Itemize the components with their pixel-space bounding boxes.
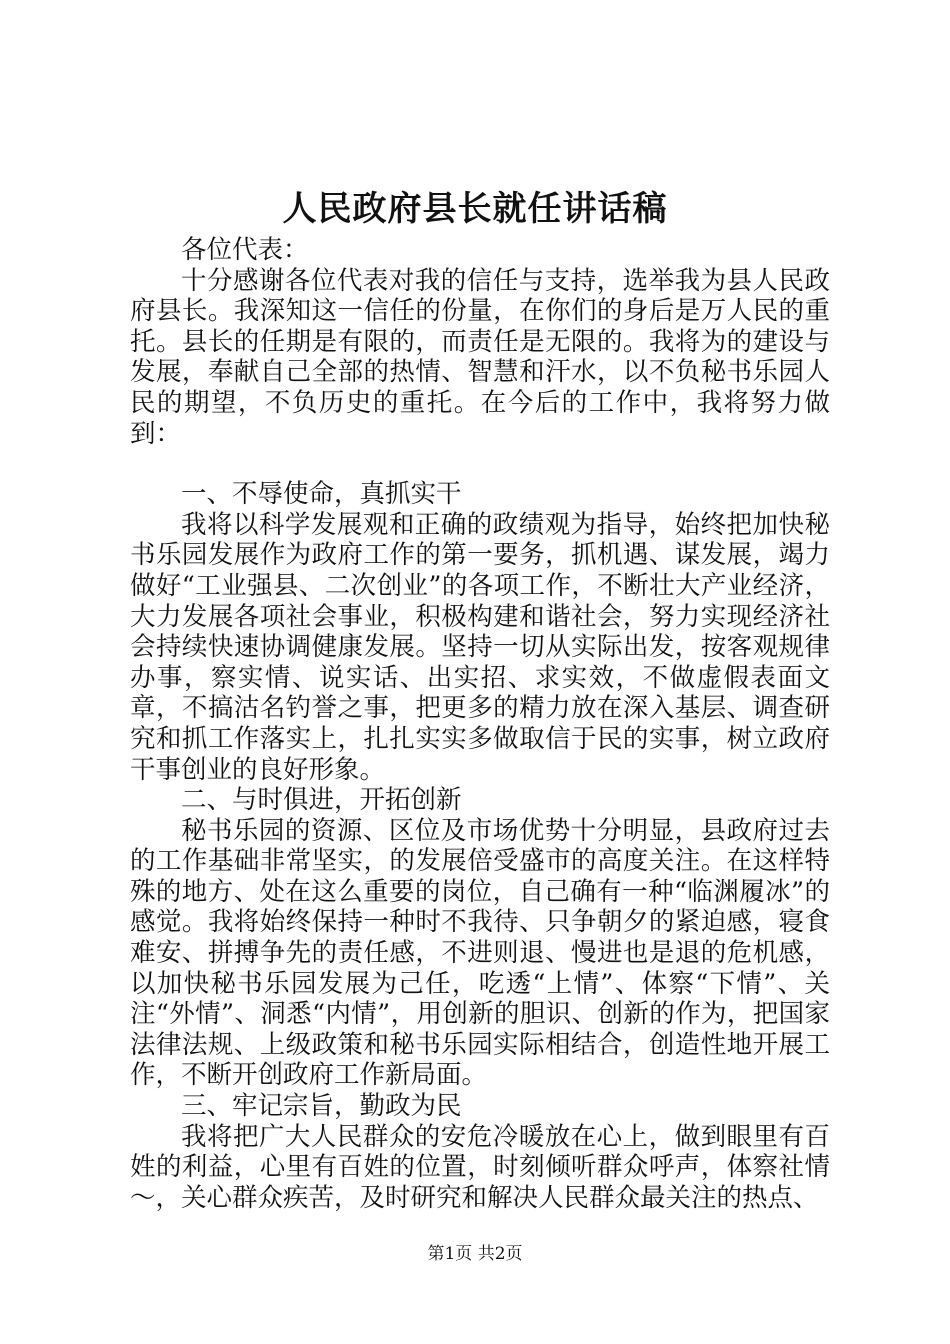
- page-number: 第1页 共2页: [427, 1244, 523, 1264]
- section-3-paragraph: 我将把广大人民群众的安危冷暖放在心上，做到眼里有百姓的利益，心里有百姓的位置，时刻倾听群众呼声，体察社情～，关心群众疾苦，及时研究和解决人民群众最关注的热点、: [130, 1121, 830, 1213]
- document-title: 人民政府县长就任讲话稿: [282, 189, 668, 229]
- section-2-paragraph: 秘书乐园的资源、区位及市场优势十分明显，县政府过去的工作基础非常坚实，的发展倍受盛市的高度关注。在这样特殊的地方、处在这么重要的岗位，自己确有一种“临渊履冰”的感觉。我将始终保持一种时不我待、只争朝夕的紧迫感，寝食难安、拼搏争先的责任感，不进则退、慢进也是退的危机感，以加快秘书乐园发展为己任，吃透“上情”、体察“下情”、关注“外情”、洞悉“内情”，用创新的胆识、创新的作为，把国家法律法规、上级政策和秘书乐园实际相结合，创造性地开展工作，不断开创政府工作新局面。: [130, 815, 830, 1091]
- salutation: 各位代表：: [181, 235, 309, 265]
- section-1-paragraph: 我将以科学发展观和正确的政绩观为指导，始终把加快秘书乐园发展作为政府工作的第一要务，抓机遇、谋发展，竭力做好“工业强县、二次创业”的各项工作，不断壮大产业经济，大力发展各项社会事业，积极构建和谐社会，努力实现经济社会持续快速协调健康发展。坚持一切从实际出发，按客观规律办事，察实情、说实话、出实招、求实效，不做虚假表面文章，不搞沽名钓誉之事，把更多的精力放在深入基层、调查研究和抓工作落实上，扎扎实实多做取信于民的实事，树立政府干事创业的良好形象。: [130, 509, 830, 785]
- document-body: [130, 235, 830, 1213]
- section-2-heading: 二、与时俱进，开拓创新: [181, 785, 462, 816]
- section-3-heading: 三、牢记宗旨，勤政为民: [181, 1091, 462, 1122]
- section-1-heading: 一、不辱使命，真抓实干: [181, 479, 462, 510]
- intro-paragraph: 十分感谢各位代表对我的信任与支持，选举我为县人民政府县长。我深知这一信任的份量，在你们的身后是万人民的重托。县长的任期是有限的，而责任是无限的。我将为的建设与发展，奉献自己全部的热情、智慧和汗水，以不负秘书乐园人民的期望，不负历史的重托。在今后的工作中，我将努力做到：: [130, 265, 830, 449]
